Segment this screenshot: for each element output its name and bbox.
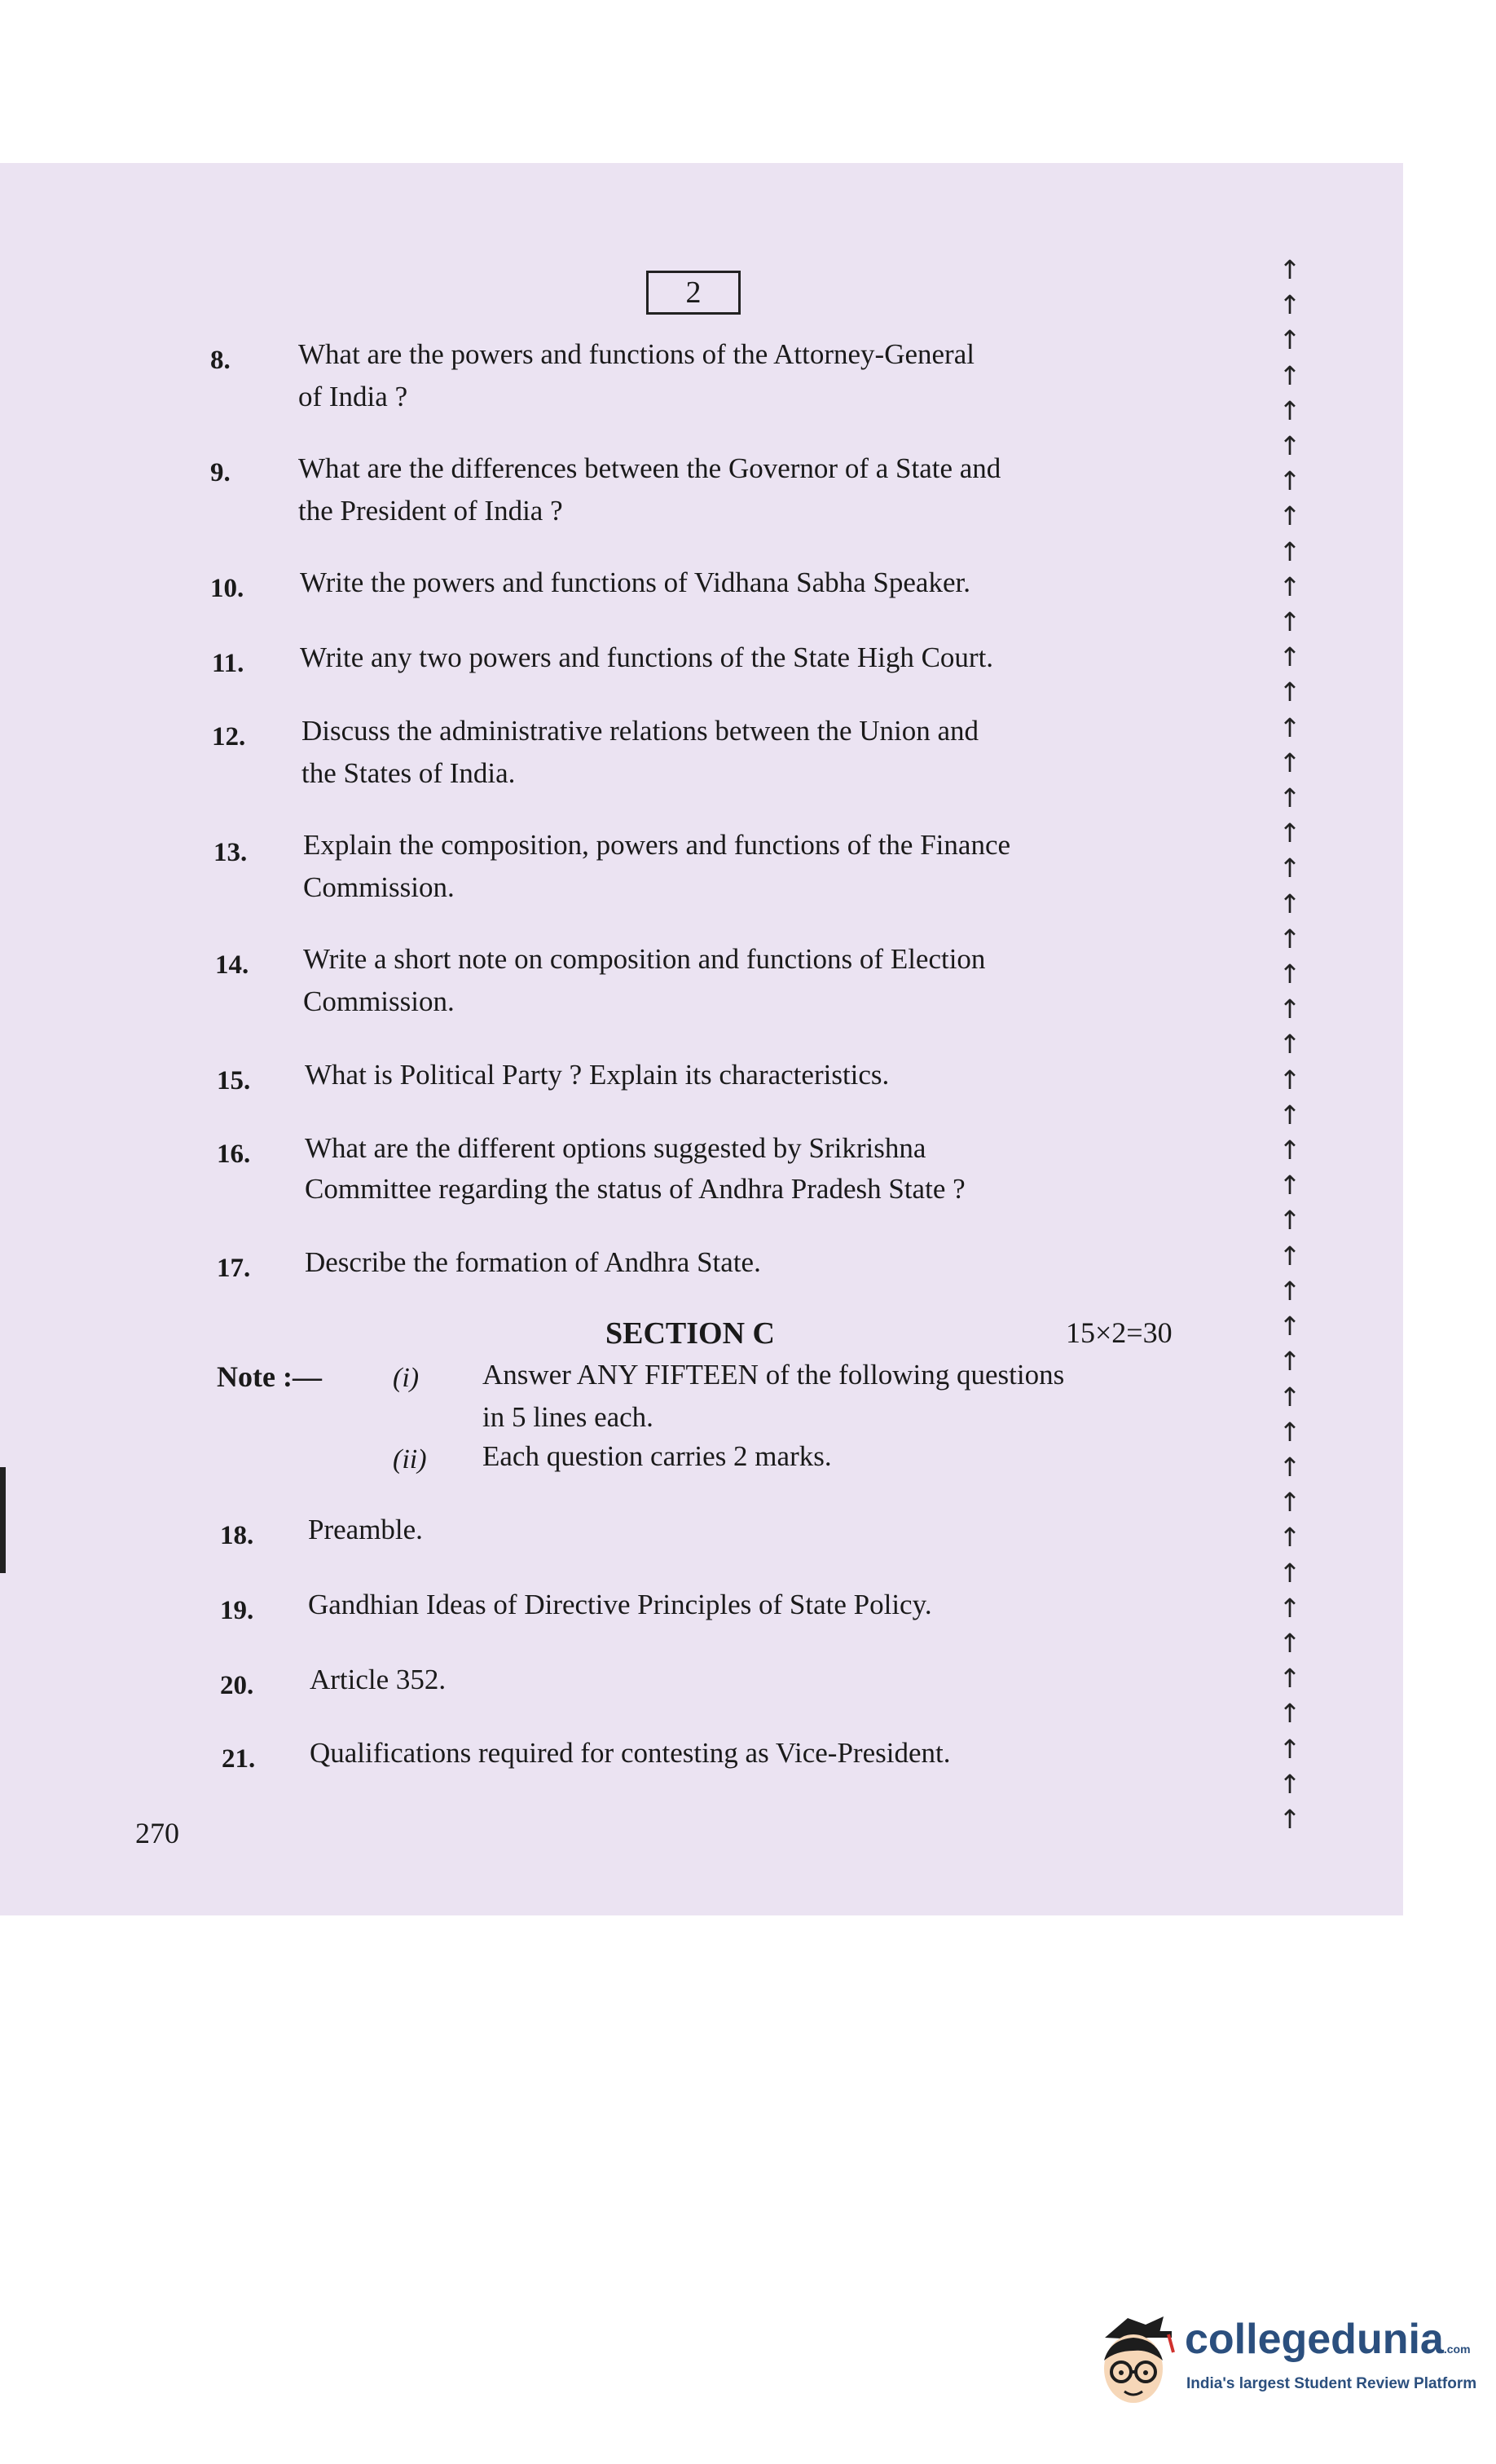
margin-arrow: ↑ — [1278, 747, 1301, 778]
margin-arrow: ↑ — [1278, 289, 1301, 321]
margin-arrow-column — [1278, 253, 1302, 1837]
question-line: What is Political Party ? Explain its characteristics. — [305, 1059, 890, 1091]
margin-arrow: ↑ — [1278, 1099, 1301, 1131]
margin-arrow: ↑ — [1278, 1487, 1301, 1519]
margin-arrow: ↑ — [1278, 1170, 1301, 1201]
question-number: 12. — [212, 722, 246, 752]
margin-arrow: ↑ — [1278, 1698, 1301, 1730]
margin-arrow: ↑ — [1278, 1768, 1301, 1800]
question-number: 11. — [212, 649, 244, 678]
margin-arrow: ↑ — [1278, 606, 1301, 638]
question-line: Preamble. — [308, 1514, 423, 1545]
margin-arrow: ↑ — [1278, 1803, 1301, 1835]
question-number: 8. — [210, 346, 231, 375]
student-mascot-icon — [1089, 2310, 1178, 2408]
margin-arrow: ↑ — [1278, 1381, 1301, 1413]
question-line: Commission. — [303, 985, 455, 1017]
margin-arrow: ↑ — [1278, 324, 1301, 356]
note-line: Answer ANY FIFTEEN of the following questions — [482, 1359, 1065, 1391]
margin-arrow: ↑ — [1278, 959, 1301, 990]
margin-arrow: ↑ — [1278, 1029, 1301, 1060]
note-item-number: (ii) — [393, 1444, 427, 1474]
margin-arrow: ↑ — [1278, 923, 1301, 954]
collegedunia-logo — [1089, 2300, 1480, 2414]
question-line: Committee regarding the status of Andhra Pradesh State ? — [305, 1173, 966, 1205]
margin-arrow: ↑ — [1278, 1064, 1301, 1095]
margin-arrow: ↑ — [1278, 1663, 1301, 1695]
logo-suffix: .com — [1443, 2343, 1471, 2356]
question-line: Write the powers and functions of Vidhana Sabha Speaker. — [300, 566, 970, 598]
question-line: the President of India ? — [298, 495, 563, 527]
margin-arrow: ↑ — [1278, 641, 1301, 673]
section-title: SECTION C — [605, 1316, 775, 1351]
question-number: 20. — [220, 1671, 254, 1700]
margin-arrow: ↑ — [1278, 571, 1301, 602]
question-line: Describe the formation of Andhra State. — [305, 1246, 761, 1278]
question-line: Discuss the administrative relations between the Union and — [301, 715, 979, 747]
question-line: of India ? — [298, 381, 408, 412]
page-box-number: 2 — [646, 271, 741, 315]
margin-arrow: ↑ — [1278, 782, 1301, 814]
question-number: 14. — [215, 950, 249, 980]
margin-arrow: ↑ — [1278, 853, 1301, 884]
question-number: 15. — [217, 1066, 251, 1095]
margin-arrow: ↑ — [1278, 888, 1301, 919]
margin-arrow: ↑ — [1278, 500, 1301, 532]
note-line: Each question carries 2 marks. — [482, 1440, 832, 1472]
margin-arrow: ↑ — [1278, 1733, 1301, 1765]
margin-arrow: ↑ — [1278, 1522, 1301, 1554]
question-line: Qualifications required for contesting as Vice-President. — [310, 1737, 951, 1769]
margin-arrow: ↑ — [1278, 1627, 1301, 1659]
note-label: Note :— — [217, 1360, 322, 1393]
margin-arrow: ↑ — [1278, 1240, 1301, 1272]
margin-arrow: ↑ — [1278, 395, 1301, 426]
margin-arrow: ↑ — [1278, 1135, 1301, 1166]
margin-arrow: ↑ — [1278, 994, 1301, 1025]
question-line: What are the differences between the Governor of a State and — [298, 452, 1001, 484]
margin-arrow: ↑ — [1278, 430, 1301, 462]
margin-arrow: ↑ — [1278, 1346, 1301, 1377]
scan-edge-mark — [0, 1467, 6, 1573]
question-line: Write a short note on composition and functions of Election — [303, 943, 986, 975]
question-number: 18. — [220, 1521, 254, 1550]
margin-arrow: ↑ — [1278, 1205, 1301, 1236]
margin-arrow: ↑ — [1278, 818, 1301, 849]
question-number: 13. — [213, 838, 248, 867]
logo-name-text: collegedunia — [1185, 2316, 1444, 2363]
question-number: 19. — [220, 1596, 254, 1625]
logo-wordmark — [1185, 2315, 1471, 2364]
question-line: What are the powers and functions of the Attorney-General — [298, 338, 975, 370]
section-marks: 15×2=30 — [1066, 1316, 1173, 1349]
margin-arrow: ↑ — [1278, 1416, 1301, 1448]
question-line: Article 352. — [310, 1664, 447, 1695]
question-number: 17. — [217, 1254, 251, 1283]
question-line: Gandhian Ideas of Directive Principles of State Policy. — [308, 1589, 932, 1620]
question-line: Write any two powers and functions of the State High Court. — [300, 641, 994, 673]
margin-arrow: ↑ — [1278, 1275, 1301, 1307]
margin-arrow: ↑ — [1278, 1311, 1301, 1342]
note-line: in 5 lines each. — [482, 1401, 653, 1433]
margin-arrow: ↑ — [1278, 1592, 1301, 1624]
margin-arrow: ↑ — [1278, 1557, 1301, 1589]
question-line: Explain the composition, powers and functions of the Finance — [303, 829, 1011, 861]
margin-arrow: ↑ — [1278, 677, 1301, 708]
margin-arrow: ↑ — [1278, 359, 1301, 391]
question-number: 21. — [222, 1744, 256, 1774]
margin-arrow: ↑ — [1278, 465, 1301, 497]
question-line: What are the different options suggested by Srikrishna — [305, 1132, 926, 1164]
margin-arrow: ↑ — [1278, 712, 1301, 743]
page-number: 270 — [135, 1817, 179, 1849]
note-item-number: (i) — [393, 1363, 420, 1393]
question-number: 9. — [210, 458, 231, 487]
margin-arrow: ↑ — [1278, 254, 1301, 285]
margin-arrow: ↑ — [1278, 1451, 1301, 1483]
logo-tagline: India's largest Student Review Platform — [1186, 2375, 1477, 2392]
question-line: Commission. — [303, 871, 455, 903]
question-number: 10. — [210, 574, 244, 603]
question-number: 16. — [217, 1139, 251, 1169]
exam-sheet — [0, 163, 1403, 1915]
margin-arrow: ↑ — [1278, 536, 1301, 567]
question-line: the States of India. — [301, 757, 516, 789]
